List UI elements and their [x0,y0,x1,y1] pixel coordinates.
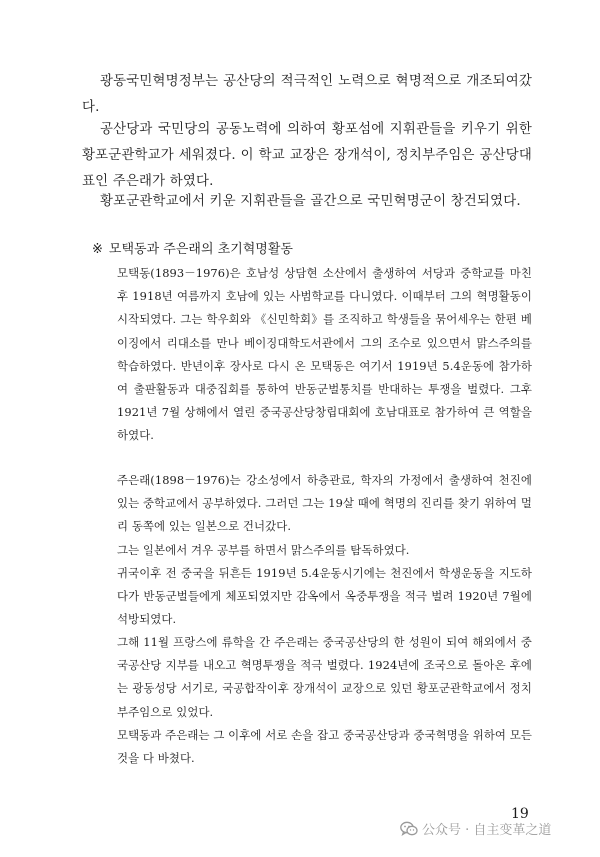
paragraph-1: 광동국민혁명정부는 공산당의 적극적인 노력으로 혁명적으로 개조되여갔다. [82,74,532,115]
wechat-icon [400,821,418,837]
reference-mark: ※ [92,242,103,257]
sub-paragraph-closing: 모택동과 주은래는 그 이후에 서로 손을 잡고 중국공산당과 중국혁명을 위하여 모든것을 다 바쳤다. [117,728,532,766]
paragraph-2: 공산당과 국민당의 공동노력에 의하여 황포섬에 지휘관들을 키우기 위한 황포군관학교가 세워졌다. 이 학교 교장은 장개석이, 정치부주임은 공산당대표인 주은래가 하였다. [82,122,532,189]
watermark-text: 公众号 · 自主变革之道 [422,823,552,838]
sub-paragraph-zhou-4: 그해 11월 프랑스에 류학을 간 주은래는 중국공산당의 한 성원이 되여 해외에서 중국공산당 지부를 내오고 혁명투쟁을 적극 벌렸다. 1924년에 조국으로 돌아온 후에는 광동성당 서기로, 국공합작이후 장개석이 교장으로 있던 황포군관학교에서 정치부주임으로 있었다. [117,635,532,719]
sub-paragraph-zhou-2: 그는 일본에서 겨우 공부를 하면서 맑스주의를 탐독하였다. [117,543,410,557]
sub-paragraph-mao: 모택동(1893－1976)은 호남성 상담현 소산에서 출생하여 서당과 중학교를 마친 후 1918년 여름까지 호남에 있는 사범학교를 다니였다. 이때부터 그의 혁명활동이 시작되였다. 그는 학우회와 《신민학회》를 조직하고 학생들을 묶어세우는 한편 베이징에서 리대소를 만나 베이징대학도서관에서 그의 조수로 있으면서 맑스주의를 학습하였다. 반년이후 장사로 다시 온 모택동은 여기서 1919년 5.4운동에 참가하여 출판활동과 대중집회를 통하여 반동군벌통치를 반대하는 투쟁을 벌렸다. 그후 1921년 7월 상해에서 열린 중국공산당창립대회에 호남대표로 참가하여 큰 역할을 하였다. [117,266,532,443]
watermark [400,819,551,838]
sub-paragraph-zhou-1: 주은래(1898－1976)는 강소성에서 하층관료, 학자의 가정에서 출생하여 천진에 있는 중학교에서 공부하였다. 그러던 그는 19살 때에 혁명의 진리를 찾기 위하여 멀리 동쪽에 있는 일본으로 건너갔다. [117,473,532,534]
paragraph-3: 황포군관학교에서 키운 지휘관들을 골간으로 국민혁명군이 창건되였다. [100,194,521,209]
sub-paragraph-zhou-3: 귀국이후 전 중국을 뒤흔든 1919년 5.4운동시기에는 천진에서 학생운동을 지도하다가 반동군벌들에게 체포되였지만 감옥에서 옥중투쟁을 적극 벌려 1920년 7월에 석방되였다. [117,566,532,627]
page-number: 19 [511,806,529,822]
section-title: 모택동과 주은래의 초기혁명활동 [108,242,293,257]
section-heading [92,238,532,262]
